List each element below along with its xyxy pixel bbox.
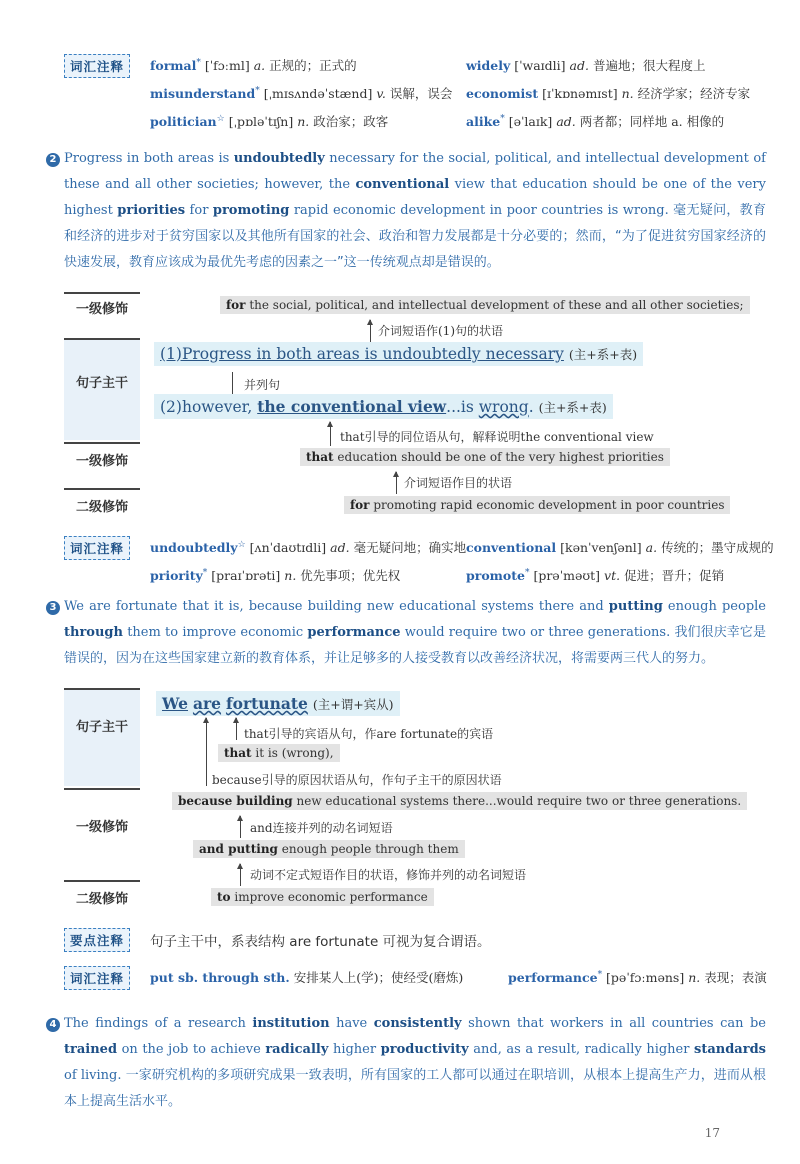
main-clause-1: (1)Progress in both areas is undoubtedly necessary (主+系+表) [154, 342, 643, 366]
main-clause: We are fortunate (主+谓+宾从) [156, 691, 400, 716]
paragraph-4: The findings of a research institution have consistently shown that workers in all countries can be trained on the job to achieve radically higher productivity and, as a result, radically higher standards of living. 一家研究机构的多项研究成果一致表明，所有国家的工人都可以通过在职培训，从根本上提高生产力，进而从根本上提高生活水平。 [64, 1016, 766, 1109]
modifier-phrase: that it is (wrong), [218, 744, 340, 762]
modifier-phrase: and putting enough people through them [193, 840, 465, 858]
level-label: 句子主干 [75, 720, 128, 735]
vocab-entry: put sb. through sth. 安排某人上(学)；使经受(磨炼) [150, 970, 464, 985]
divider [64, 788, 140, 790]
keynote-text: 句子主干中，系表结构 are fortunate 可视为复合谓语。 [150, 934, 491, 950]
arrow [370, 320, 371, 344]
vocab-entry: misunderstand* [ˌmɪsʌndəˈstænd] v. 误解，误会 [150, 85, 453, 101]
level-label: 二级修饰 [75, 892, 128, 907]
page-number: 17 [704, 1126, 720, 1140]
vocab-entry: alike* [əˈlaɪk] ad. 两者都；同样地 a. 相像的 [466, 113, 725, 129]
modifier-phrase: to improve economic performance [211, 888, 434, 906]
modifier-phrase: that education should be one of the very highest priorities [300, 448, 670, 466]
modifier-phrase: for the social, political, and intellectual development of these and all other societies; [220, 296, 750, 314]
arrow [240, 816, 241, 838]
level-label: 一级修饰 [75, 302, 128, 317]
connector-line [232, 372, 233, 394]
annotation-note: and连接并列的动名词短语 [250, 821, 393, 835]
divider [64, 292, 140, 294]
paragraph-number-4: 4 [46, 1018, 60, 1032]
vocab-tag-2: 词汇注释 [64, 536, 130, 560]
vocab-entry: priority* [praɪˈɒrəti] n. 优先事项；优先权 [150, 567, 401, 583]
arrow [396, 472, 397, 494]
annotation-note: 介词短语作(1)句的状语 [378, 324, 503, 338]
vocab-entry: widely [ˈwaɪdli] ad. 普遍地；很大程度上 [466, 58, 706, 73]
annotation-note: 介词短语作目的状语 [404, 476, 513, 490]
paragraph-3: We are fortunate that it is, because building new educational systems there and putting enough people through them to improve economic performance would require two or three generations. 我们很庆幸它是错误的，因为在这些国家建立新的教育体系，并让足够多的人接受教育以改善经济状况，将需要两三代人的努力。 [64, 599, 767, 666]
divider [64, 880, 140, 882]
arrow [206, 718, 207, 786]
vocab-entry: conventional [kənˈvenʃənl] a. 传统的；墨守成规的 [466, 540, 774, 555]
paragraph-2: Progress in both areas is undoubtedly necessary for the social, political, and intellectual development of these and all other societies; however, the conventional view that education should be one of the very highest priorities for promoting rapid economic development in poor countries is wrong. 毫无疑问，教育和经济的进步对于贫穷国家以及其他所有国家的社会、政治和智力发展都是十分必要的；然而，“为了促进贫穷国家经济的快速发展，教育应该成为最优先考虑的因素之一”这一传统观点却是错误的。 [64, 151, 766, 270]
annotation-note: 并列句 [244, 378, 281, 392]
vocab-entry: undoubtedly☆ [ʌnˈdaʊtɪdli] ad. 毫无疑问地；确实地 [150, 539, 467, 555]
arrow [236, 718, 237, 740]
vocab-entry: promote* [prəˈməʊt] vt. 促进；晋升；促销 [466, 567, 725, 583]
level-label: 句子主干 [75, 376, 128, 391]
keynote-tag: 要点注释 [64, 928, 130, 952]
annotation-note: because引导的原因状语从句，作句子主干的原因状语 [212, 773, 502, 787]
vocab-entry: formal* [ˈfɔːml] a. 正规的；正式的 [150, 57, 357, 73]
vocab-tag-1: 词汇注释 [64, 54, 130, 78]
vocab-entry: economist [ɪˈkɒnəmɪst] n. 经济学家；经济专家 [466, 86, 751, 101]
vocab-entry: performance* [pəˈfɔːməns] n. 表现；表演 [508, 969, 767, 985]
arrow [330, 422, 331, 446]
annotation-note: that引导的宾语从句，作are fortunate的宾语 [244, 727, 494, 741]
modifier-phrase: for promoting rapid economic development in poor countries [344, 496, 730, 514]
main-clause-2: (2)however, the conventional view...is wrong. (主+系+表) [154, 394, 613, 419]
annotation-note: that引导的同位语从句，解释说明the conventional view [340, 430, 654, 444]
level-label: 一级修饰 [75, 454, 128, 469]
level-label: 二级修饰 [75, 500, 128, 515]
vocab-entry: politician☆ [ˌpɒləˈtɪʃn] n. 政治家；政客 [150, 113, 389, 129]
annotation-note: 动词不定式短语作目的状语，修饰并列的动名词短语 [250, 868, 527, 882]
divider [64, 488, 140, 490]
paragraph-number-3: 3 [46, 601, 60, 615]
level-label: 一级修饰 [75, 820, 128, 835]
paragraph-number-2: 2 [46, 153, 60, 167]
main-bg [64, 690, 140, 786]
modifier-phrase: because building new educational systems there...would require two or three generations. [172, 792, 747, 810]
vocab-tag-3: 词汇注释 [64, 966, 130, 990]
divider [64, 442, 140, 444]
arrow [240, 864, 241, 886]
